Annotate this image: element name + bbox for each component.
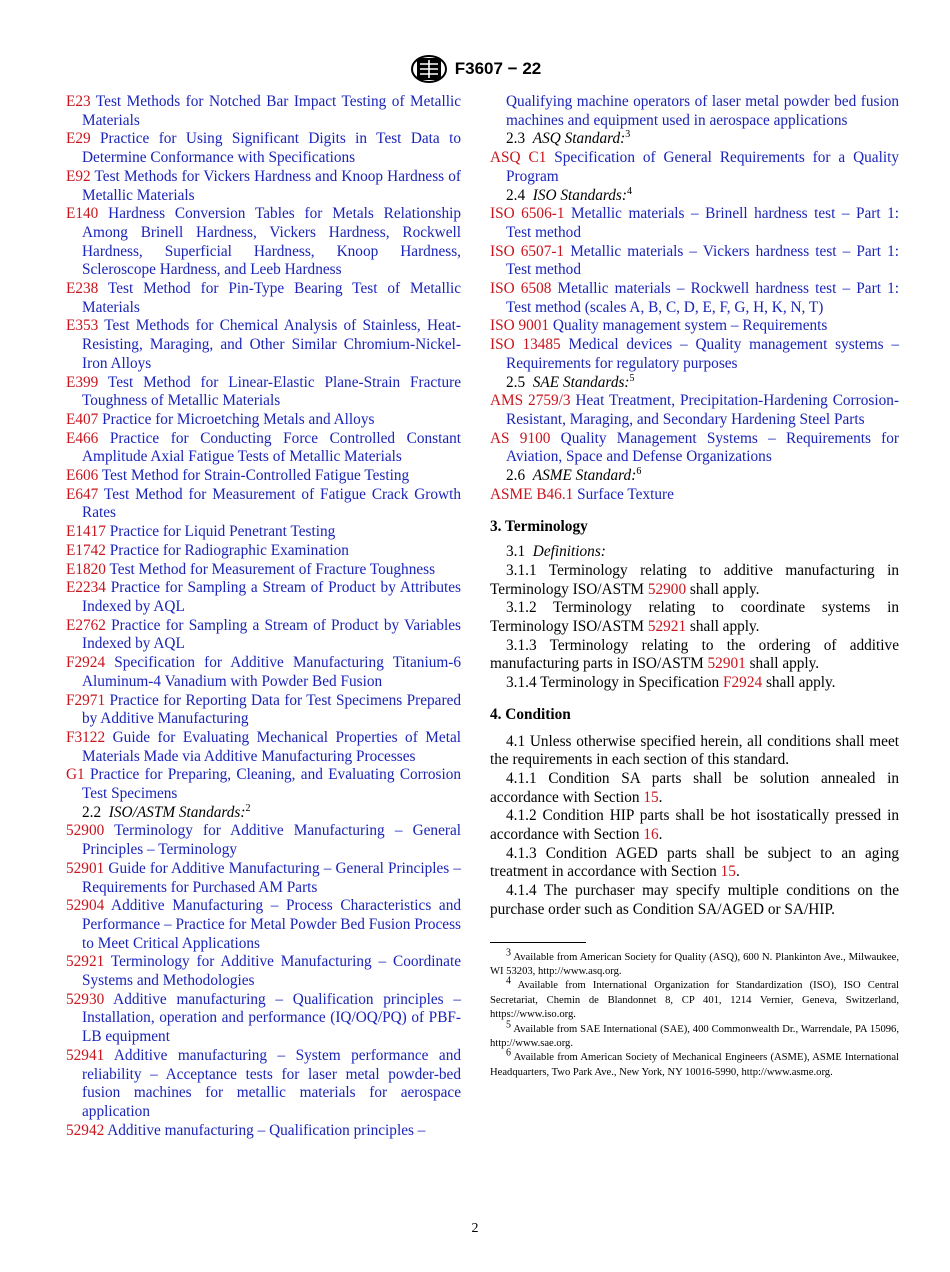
footnote: [490, 975, 899, 1022]
reference-title[interactable]: Practice for Using Significant Digits in Test Data to Determine Conformance with Specifications: [82, 130, 461, 167]
reference-item[interactable]: [66, 486, 461, 523]
reference-item[interactable]: [66, 729, 461, 766]
reference-title[interactable]: Additive manufacturing – System performance and reliability – Acceptance tests for laser metal powder-bed fusion machines for metallic materials for aerospace application: [82, 1046, 461, 1120]
reference-code[interactable]: E92: [66, 167, 91, 185]
left-column: [66, 93, 461, 1140]
reference-code[interactable]: 52904: [66, 897, 105, 915]
reference-item[interactable]: [66, 1122, 461, 1141]
reference-item[interactable]: [490, 392, 899, 429]
link-52921[interactable]: 52921: [647, 617, 687, 635]
reference-code[interactable]: AMS 2759/3: [490, 392, 571, 410]
reference-code[interactable]: ASQ C1: [490, 149, 547, 167]
reference-code[interactable]: G1: [66, 766, 85, 784]
reference-code[interactable]: E1417: [66, 523, 106, 541]
paragraph-3-1-1: 3.1.1 Terminology relating to additive manufacturing in Terminology ISO/ASTM 52900 shall apply.: [490, 561, 899, 598]
reference-title[interactable]: Terminology for Additive Manufacturing – General Principles – Terminology: [82, 822, 461, 859]
reference-code[interactable]: ISO 9001: [490, 317, 550, 335]
reference-code[interactable]: E466: [66, 429, 99, 447]
reference-item[interactable]: [66, 280, 461, 317]
link-section-16[interactable]: 16: [643, 826, 659, 844]
reference-code[interactable]: 52900: [66, 822, 105, 840]
reference-item[interactable]: [490, 280, 899, 317]
reference-item[interactable]: [66, 317, 461, 373]
section-2-5-heading: 2.5 SAE Standards:$^5$: [506, 372, 635, 391]
reference-code[interactable]: ISO 13485: [490, 336, 561, 354]
reference-title[interactable]: Additive Manufacturing – Process Characteristics and Performance – Practice for Metal Powder Bed Fusion Process to Meet Critical Applications: [82, 897, 461, 952]
reference-item[interactable]: [66, 93, 461, 130]
reference-code[interactable]: 52930: [66, 990, 105, 1008]
reference-code[interactable]: E2762: [66, 616, 106, 634]
paragraph-3-1-4: 3.1.4 Terminology in Specification F2924 shall apply.: [506, 674, 836, 692]
reference-title[interactable]: Practice for Microetching Metals and Alloys: [102, 410, 375, 428]
reference-code[interactable]: E1820: [66, 560, 106, 578]
reference-title[interactable]: Heat Treatment, Precipitation-Hardening Corrosion-Resistant, Maraging, and Secondary Hardening Steel Parts: [506, 392, 899, 428]
link-52900[interactable]: 52900: [647, 580, 687, 598]
reference-title[interactable]: Specification for Additive Manufacturing Titanium-6 Aluminum-4 Vanadium with Powder Bed Fusion: [82, 654, 461, 690]
paragraph-3-1: 3.1 Definitions:: [506, 543, 606, 561]
footnote-number: 5: [506, 1019, 511, 1031]
reference-code[interactable]: 52901: [66, 859, 105, 877]
footnote: [490, 1047, 899, 1080]
paragraph-3-1-2: 3.1.2 Terminology relating to coordinate systems in Terminology ISO/ASTM 52921 shall apply.: [490, 599, 899, 635]
reference-code[interactable]: 52942: [66, 1121, 105, 1139]
reference-title[interactable]: Hardness Conversion Tables for Metals Relationship Among Brinell Hardness, Vickers Hardness, Rockwell Hardness, Superficial Hardness, Knoop Hardness, Scleroscope Hardness, and Leeb Hardness: [82, 205, 461, 279]
reference-item[interactable]: [66, 654, 461, 691]
reference-title[interactable]: Additive manufacturing – Qualification principles –: [107, 1121, 426, 1139]
footnote: [490, 1019, 899, 1052]
reference-code[interactable]: 52921: [66, 953, 105, 971]
reference-item[interactable]: [66, 168, 461, 205]
section-4-heading: 4. Condition: [490, 705, 571, 723]
reference-item[interactable]: [66, 860, 461, 897]
reference-item[interactable]: [66, 205, 461, 280]
reference-item[interactable]: [490, 317, 899, 336]
reference-item[interactable]: [66, 542, 461, 561]
reference-title[interactable]: Test Methods for Chemical Analysis of Stainless, Heat-Resisting, Maraging, and Other Similar Chromium-Nickel-Iron Alloys: [82, 317, 461, 372]
paragraph-4-1-1: 4.1.1 Condition SA parts shall be solution annealed in accordance with Section 15.: [490, 769, 899, 806]
reference-title[interactable]: Test Method for Measurement of Fatigue Crack Growth Rates: [82, 485, 461, 522]
reference-title[interactable]: Medical devices – Quality management systems – Requirements for regulatory purposes: [506, 336, 899, 372]
reference-title[interactable]: Terminology for Additive Manufacturing – Coordinate Systems and Methodologies: [82, 953, 461, 990]
reference-item[interactable]: [66, 467, 461, 486]
footnote-divider: [490, 942, 586, 943]
reference-code[interactable]: E606: [66, 467, 99, 485]
reference-code[interactable]: E238: [66, 280, 99, 298]
reference-title[interactable]: Specification of General Requirements for a Quality Program: [506, 149, 899, 185]
paragraph-4-1-2: 4.1.2 Condition HIP parts shall be hot isostatically pressed in accordance with Section 16.: [490, 807, 899, 844]
reference-code[interactable]: E29: [66, 130, 91, 148]
section-2-2-heading: 2.2 ISO/ASTM Standards:$^2$: [82, 802, 251, 821]
reference-item[interactable]: [66, 561, 461, 580]
reference-title[interactable]: Practice for Preparing, Cleaning, and Evaluating Corrosion Test Specimens: [82, 766, 462, 803]
reference-item[interactable]: [66, 692, 461, 729]
reference-code[interactable]: ISO 6508: [490, 280, 552, 298]
link-section-15b[interactable]: 15: [720, 863, 736, 881]
reference-title[interactable]: Additive manufacturing – Qualification principles – Installation, operation and performance (IQ/OQ/PQ) of PBF-LB equipment: [82, 990, 461, 1046]
reference-code[interactable]: E353: [66, 317, 99, 335]
link-52901[interactable]: 52901: [707, 655, 746, 673]
reference-code[interactable]: ISO 6507-1: [490, 242, 565, 260]
section-2-4-heading: 2.4 ISO Standards:$^4$: [506, 185, 632, 204]
paragraph-4-1-4: 4.1.4 The purchaser may specify multiple conditions on the purchase order such as Condition SA/AGED or SA/HIP.: [490, 882, 899, 918]
reference-item[interactable]: [66, 953, 461, 990]
reference-item[interactable]: [490, 149, 899, 186]
reference-code[interactable]: F3122: [66, 728, 106, 746]
reference-title[interactable]: Test Methods for Vickers Hardness and Knoop Hardness of Metallic Materials: [82, 167, 461, 204]
reference-title[interactable]: Metallic materials – Vickers hardness test – Part 1: Test method: [506, 242, 900, 279]
page-number: 2: [471, 1221, 479, 1236]
reference-code[interactable]: E1742: [66, 541, 106, 559]
reference-title[interactable]: Practice for Sampling a Stream of Product by Variables Indexed by AQL: [82, 616, 461, 653]
section-2-6-heading: 2.6 ASME Standard:$^6$: [506, 465, 642, 485]
reference-code[interactable]: F2924: [66, 654, 106, 672]
reference-title[interactable]: Metallic materials – Rockwell hardness test – Part 1: Test method (scales A, B, C, D, E, F, G, H, K, N, T): [506, 280, 899, 316]
reference-title[interactable]: Quality management system – Requirements: [552, 317, 828, 335]
footnote-text: Available from American Society of Mechanical Engineers (ASME), ASME International Headquarters, Two Park Ave., New York, NY 10016-5990, http://www.asme.org.: [490, 1052, 899, 1078]
link-section-15[interactable]: 15: [643, 788, 659, 806]
reference-title[interactable]: Practice for Radiographic Examination: [109, 541, 349, 559]
section-2-3-heading: 2.3 ASQ Standard:$^3$: [506, 129, 631, 148]
reference-code[interactable]: 52941: [66, 1046, 105, 1064]
paragraph-3-1-3: 3.1.3 Terminology relating to the ordering of additive manufacturing parts in ISO/ASTM 52901 shall apply.: [490, 636, 899, 673]
link-f2924[interactable]: F2924: [723, 674, 763, 692]
document-id: F3607 − 22: [454, 59, 542, 78]
reference-title[interactable]: Practice for Conducting Force Controlled Constant Amplitude Axial Fatigue Tests of Metallic Materials: [82, 429, 462, 466]
reference-title[interactable]: Quality Management Systems – Requirements for Aviation, Space and Defense Organizations: [506, 429, 899, 466]
reference-code[interactable]: E140: [66, 205, 99, 223]
reference-item[interactable]: [66, 991, 461, 1047]
reference-title[interactable]: Test Method for Measurement of Fracture Toughness: [109, 560, 436, 578]
reference-code[interactable]: E647: [66, 485, 99, 503]
reference-title[interactable]: Guide for Evaluating Mechanical Properties of Metal Materials Made via Additive Manufacturing Processes: [82, 728, 461, 765]
footnote-text: Available from American Society for Quality (ASQ), 600 N. Plankinton Ave., Milwaukee, WI 53203, http://www.asq.org.: [490, 951, 899, 977]
reference-title[interactable]: Test Method for Linear-Elastic Plane-Strain Fracture Toughness of Metallic Materials: [82, 373, 461, 410]
reference-item[interactable]: [490, 336, 899, 373]
reference-item[interactable]: [490, 243, 899, 280]
reference-item[interactable]: [66, 374, 461, 411]
reference-title[interactable]: Test Methods for Notched Bar Impact Testing of Metallic Materials: [82, 93, 461, 129]
reference-item[interactable]: [66, 766, 461, 803]
reference-item[interactable]: [66, 430, 461, 467]
astm-logo-icon: [409, 54, 449, 84]
reference-title[interactable]: Metallic materials – Brinell hardness test – Part 1: Test method: [506, 205, 900, 241]
reference-code[interactable]: AS 9100: [490, 429, 551, 447]
paragraph-4-1: 4.1 Unless otherwise specified herein, all conditions shall meet the requirements in each section of this standard.: [490, 732, 899, 769]
section-3-heading: 3. Terminology: [490, 518, 588, 536]
page-header: [0, 54, 950, 84]
reference-code[interactable]: E407: [66, 410, 99, 428]
footnote-text: Available from International Organization for Standardization (ISO), ISO Central Secretariat, Chemin de Blandonnet 8, CP 401, 1214 Vernier, Geneva, Switzerland, https://www.iso.org.: [490, 980, 899, 1021]
reference-code[interactable]: ISO 6506-1: [490, 205, 565, 223]
right-column: [490, 93, 899, 1080]
reference-title[interactable]: Practice for Sampling a Stream of Product by Attributes Indexed by AQL: [82, 579, 461, 615]
reference-code[interactable]: ASME B46.1: [490, 485, 574, 503]
reference-item[interactable]: [66, 523, 461, 542]
footnote-number: 3: [506, 947, 511, 958]
reference-item[interactable]: [66, 411, 461, 430]
reference-continuation: Qualifying machine operators of laser metal powder bed fusion machines and equipment used in aerospace applications: [506, 93, 899, 129]
reference-title[interactable]: Practice for Reporting Data for Test Specimens Prepared by Additive Manufacturing: [82, 691, 462, 728]
footnote: [490, 947, 899, 980]
reference-code[interactable]: F2971: [66, 691, 106, 709]
reference-item[interactable]: [490, 486, 899, 505]
reference-code[interactable]: E399: [66, 373, 99, 391]
reference-item[interactable]: [66, 130, 461, 167]
paragraph-4-1-3: 4.1.3 Condition AGED parts shall be subject to an aging treatment in accordance with Section 15.: [490, 844, 899, 881]
reference-item[interactable]: [66, 617, 461, 654]
reference-title[interactable]: Practice for Liquid Penetrant Testing: [109, 523, 336, 541]
footnote-text: Available from SAE International (SAE), 400 Commonwealth Dr., Warrendale, PA 15096, http://www.sae.org.: [490, 1023, 899, 1049]
reference-item[interactable]: [490, 205, 899, 242]
reference-item[interactable]: [66, 897, 461, 953]
reference-code[interactable]: E2234: [66, 579, 106, 597]
reference-title[interactable]: Guide for Additive Manufacturing – General Principles – Requirements for Purchased AM Parts: [82, 859, 461, 896]
footnote-number: 6: [506, 1047, 511, 1059]
reference-item[interactable]: [490, 430, 899, 467]
reference-title[interactable]: Test Method for Strain-Controlled Fatigue Testing: [101, 467, 410, 485]
reference-title[interactable]: Test Method for Pin-Type Bearing Test of Metallic Materials: [82, 280, 461, 316]
reference-item[interactable]: [66, 822, 461, 859]
footnote-number: 4: [506, 975, 511, 987]
reference-item[interactable]: [66, 579, 461, 616]
reference-item[interactable]: [66, 1047, 461, 1122]
reference-title[interactable]: Surface Texture: [577, 485, 674, 503]
reference-code[interactable]: E23: [66, 93, 91, 110]
